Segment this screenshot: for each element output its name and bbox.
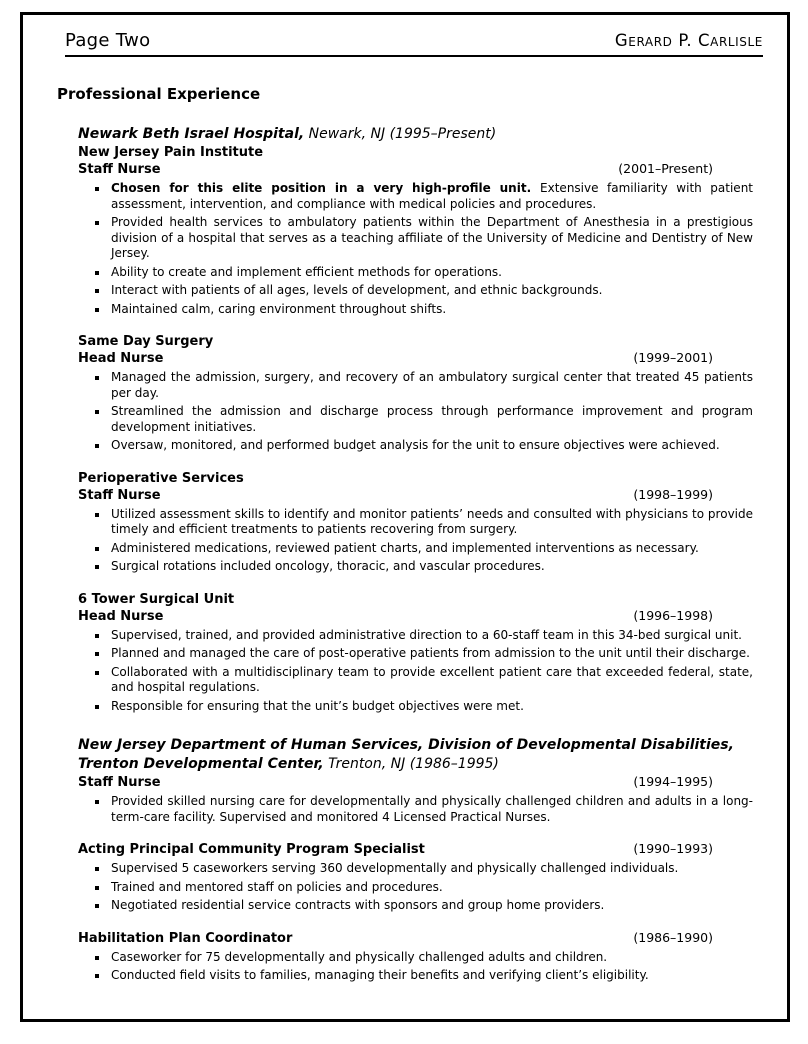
positions: [78, 144, 753, 714]
bullet-item: [78, 699, 753, 715]
bullet-text: Streamlined the admission and discharge process through performance improvement and program development initiatives.: [111, 404, 753, 434]
bullet-item: [78, 507, 753, 538]
bullet-marker-icon: [95, 565, 99, 569]
employer-block: [78, 125, 753, 714]
position-title: Staff Nurse: [78, 775, 161, 790]
bullet-text: Responsible for ensuring that the unit’s budget objectives were met.: [111, 698, 524, 713]
position-block: [78, 144, 753, 317]
position-title-row: [78, 841, 753, 858]
bullet-item: [78, 370, 753, 401]
employer-name: New Jersey Department of Human Services, Division of Developmental Disabilities, Trenton Developmental Center,: [78, 737, 734, 772]
position-title-row: [78, 774, 753, 791]
bullet-text: Managed the admission, surgery, and recovery of an ambulatory surgical center that treated 45 patients per day.: [111, 370, 753, 400]
bullet-list: [78, 950, 753, 984]
bullet-list: [78, 181, 753, 317]
bullet-marker-icon: [95, 221, 99, 225]
bullet-marker-icon: [95, 547, 99, 551]
employer-name: Newark Beth Israel Hospital,: [78, 126, 305, 142]
bullet-text: Utilized assessment skills to identify and monitor patients’ needs and consulted with physicians to provide timely and efficient treatments to patients recovering from surgery.: [111, 506, 753, 536]
position-title: Staff Nurse: [78, 162, 161, 177]
unit-name: Same Day Surgery: [78, 334, 214, 349]
position-title-row: [78, 487, 753, 504]
position-title-row: [78, 608, 753, 625]
bullet-item: [78, 438, 753, 454]
bullet-text: Interact with patients of all ages, levels of development, and ethnic backgrounds.: [111, 283, 603, 297]
bullet-item: [78, 861, 753, 877]
employer-heading: [78, 736, 753, 774]
position-dates: (1986–1990): [633, 929, 713, 945]
bullet-marker-icon: [95, 308, 99, 312]
resume-page: [20, 12, 790, 1022]
position-title-row: [78, 930, 753, 947]
unit-name: New Jersey Pain Institute: [78, 145, 264, 160]
bullet-marker-icon: [95, 634, 99, 638]
position-dates: (1996–1998): [633, 607, 713, 623]
bullet-item: [78, 950, 753, 966]
bullet-marker-icon: [95, 956, 99, 960]
position-dates: (1990–1993): [633, 841, 713, 856]
bullet-text: Conducted field visits to families, managing their benefits and verifying client’s eligibility.: [111, 968, 649, 982]
bullet-item: [78, 541, 753, 557]
bullet-item: [78, 215, 753, 262]
bullet-text: Extensive familiarity with patient assessment, intervention, and compliance with medical policies and procedures.: [111, 181, 753, 211]
bullet-item: [78, 968, 753, 984]
position-title-row: [78, 161, 753, 178]
experience-list: [78, 125, 753, 984]
position-title: Staff Nurse: [78, 487, 161, 503]
bullet-item: [78, 898, 753, 914]
position-block: [78, 470, 753, 575]
position-block: [78, 930, 753, 984]
bullet-text: Supervised 5 caseworkers serving 360 developmentally and physically challenged individuals.: [111, 861, 679, 875]
position-dates: (2001–Present): [618, 161, 713, 176]
employer-location: Newark, NJ (1995–Present): [304, 126, 497, 142]
bullet-marker-icon: [95, 289, 99, 293]
bullet-text: Ability to create and implement efficient methods for operations.: [111, 264, 502, 279]
bullet-item: [78, 404, 753, 435]
bullet-list: [78, 507, 753, 575]
bullet-text: Administered medications, reviewed patient charts, and implemented interventions as necessary.: [111, 540, 699, 555]
candidate-name: Gerard P. Carlisle: [614, 31, 763, 50]
position-dates: (1998–1999): [633, 486, 713, 502]
section-title: Professional Experience: [57, 85, 261, 103]
bullet-marker-icon: [95, 886, 99, 890]
position-title: Habilitation Plan Coordinator: [78, 930, 293, 946]
bullet-item: [78, 665, 753, 696]
page-label: Page Two: [65, 30, 151, 51]
position-title-row: [78, 350, 753, 367]
position-title: Head Nurse: [78, 608, 164, 624]
bullet-item: [78, 794, 753, 825]
bullet-list: [78, 370, 753, 454]
position-dates: (1994–1995): [633, 774, 713, 789]
employer-location: Trenton, NJ (1986–1995): [323, 756, 499, 772]
bullet-text: Trained and mentored staff on policies and procedures.: [111, 879, 443, 894]
bullet-marker-icon: [95, 513, 99, 517]
bullet-marker-icon: [95, 705, 99, 709]
bullet-text: Planned and managed the care of post-operative patients from admission to the unit until their discharge.: [111, 646, 750, 660]
bullet-text: Provided skilled nursing care for developmentally and physically challenged children and adults in a long-term-care facility. Supervised and monitored 4 Licensed Practical Nurses.: [111, 794, 753, 824]
bullet-marker-icon: [95, 376, 99, 380]
positions: [78, 774, 753, 984]
bullet-text: Surgical rotations included oncology, thoracic, and vascular procedures.: [111, 559, 545, 573]
page-header: [65, 30, 763, 51]
bullet-marker-icon: [95, 904, 99, 908]
bullet-text: Supervised, trained, and provided administrative direction to a 60-staff team in this 34-bed surgical unit.: [111, 627, 742, 642]
bullet-item: [78, 181, 753, 212]
bullet-marker-icon: [95, 187, 99, 191]
position-dates: (1999–2001): [633, 350, 713, 365]
bullet-list: [78, 794, 753, 825]
unit-name: Perioperative Services: [78, 470, 244, 486]
bullet-marker-icon: [95, 867, 99, 871]
bullet-marker-icon: [95, 444, 99, 448]
bullet-item: [78, 880, 753, 896]
bullet-text: Oversaw, monitored, and performed budget analysis for the unit to ensure objectives were achieved.: [111, 438, 720, 452]
header-rule: [65, 55, 763, 57]
position-block: [78, 591, 753, 715]
unit-name: 6 Tower Surgical Unit: [78, 591, 235, 607]
employer-block: [78, 736, 753, 984]
bullet-text: Negotiated residential service contracts with sponsors and group home providers.: [111, 898, 605, 912]
bullet-marker-icon: [95, 974, 99, 978]
bullet-marker-icon: [95, 271, 99, 275]
bullet-list: [78, 861, 753, 914]
position-block: [78, 774, 753, 825]
bullet-marker-icon: [95, 800, 99, 804]
bullet-text: Provided health services to ambulatory patients within the Department of Anesthesia in a prestigious division of a hospital that serves as a teaching affiliate of the University of Medicine and Dentistry of New Jersey.: [111, 215, 753, 260]
bullet-item: [78, 646, 753, 662]
bullet-text: Maintained calm, caring environment throughout shifts.: [111, 301, 447, 316]
bullet-marker-icon: [95, 652, 99, 656]
bullet-item: [78, 283, 753, 299]
bullet-item: [78, 265, 753, 281]
bullet-item: [78, 302, 753, 318]
position-block: [78, 841, 753, 914]
bullet-lead: Chosen for this elite position in a very high-profile unit.: [111, 181, 541, 195]
bullet-list: [78, 628, 753, 715]
position-title: Acting Principal Community Program Specialist: [78, 842, 425, 857]
bullet-text: Caseworker for 75 developmentally and physically challenged adults and children.: [111, 949, 608, 964]
bullet-marker-icon: [95, 671, 99, 675]
bullet-item: [78, 628, 753, 644]
position-title: Head Nurse: [78, 351, 164, 366]
bullet-text: Collaborated with a multidisciplinary team to provide excellent patient care that exceeded federal, state, and hospital regulations.: [111, 664, 753, 694]
position-block: [78, 333, 753, 454]
bullet-item: [78, 559, 753, 575]
employer-heading: [78, 125, 753, 144]
bullet-marker-icon: [95, 410, 99, 414]
